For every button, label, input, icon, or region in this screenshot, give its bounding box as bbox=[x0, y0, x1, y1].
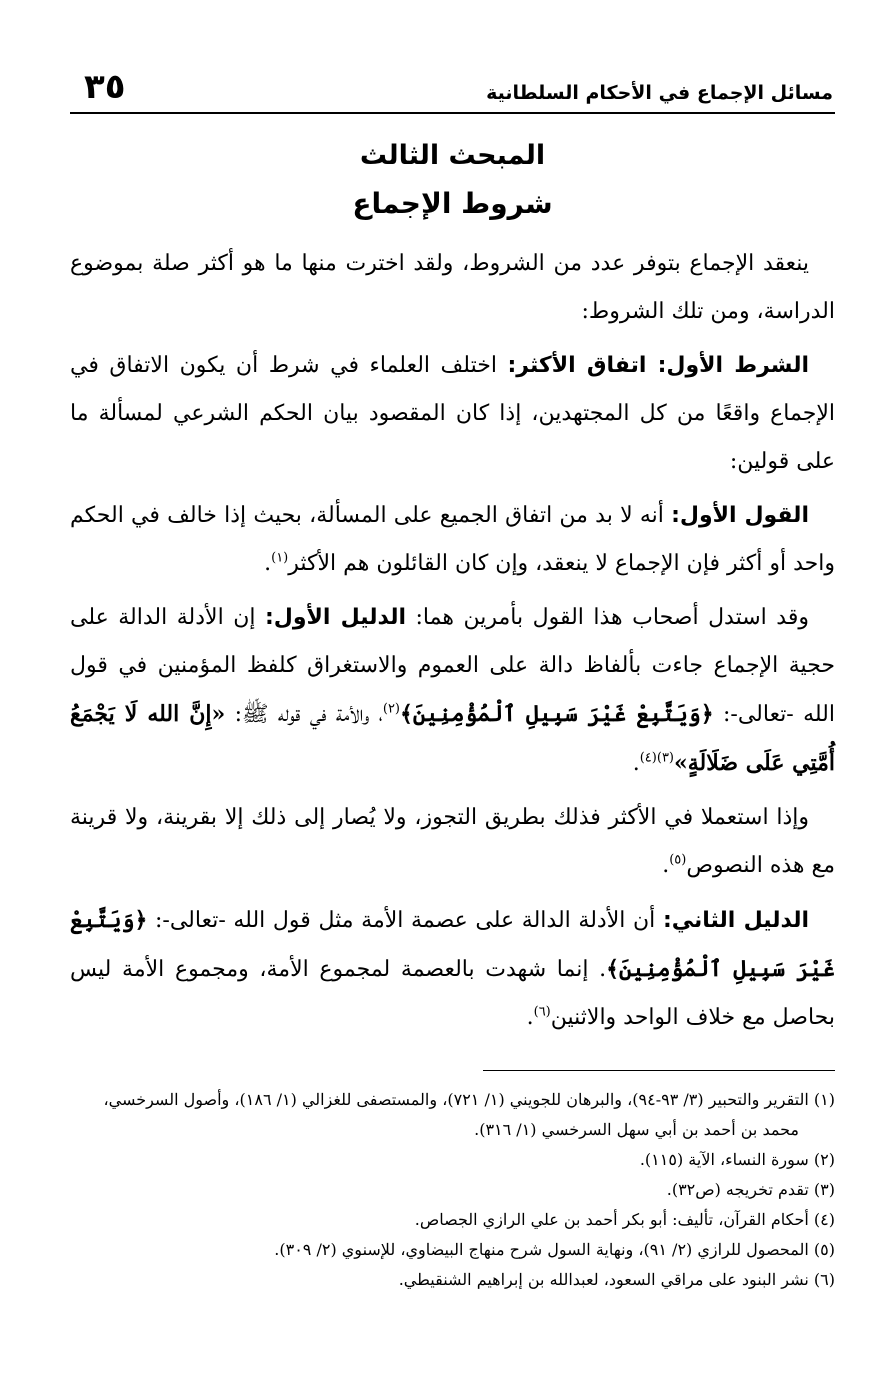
condition-one-label: الشرط الأول: اتفاق الأكثر: bbox=[507, 353, 809, 378]
evidence-two-text: أن الأدلة الدالة على عصمة الأمة مثل قول الله -تعالى-: bbox=[147, 908, 663, 933]
evidence-two-label: الدليل الثاني: bbox=[662, 908, 809, 933]
hadith-quote: «إِنَّ الله لَا يَجْمَعُ أُمَّتِي عَلَى ضَلَالَةٍ» bbox=[70, 701, 835, 776]
quran-verse-repeat: ﴿وَيَتَّبِعْ غَيْرَ سَبِيلِ ٱلْمُؤْمِنِينَ﴾ bbox=[70, 907, 835, 982]
intro-paragraph bbox=[70, 240, 835, 336]
page-header bbox=[70, 58, 835, 114]
evidence-one-label: الدليل الأول: bbox=[264, 605, 407, 630]
footnotes bbox=[70, 1085, 835, 1295]
evidence-intro: وقد استدل أصحاب هذا القول بأمرين هما: bbox=[406, 605, 809, 630]
punct: . bbox=[264, 551, 272, 576]
first-opinion-paragraph bbox=[70, 492, 835, 588]
footnote-ref-3-4: (٣)(٤) bbox=[639, 750, 674, 766]
evidence-one-mid: ، والأمة في قوله ﷺ: bbox=[225, 702, 383, 727]
metaphor-paragraph bbox=[70, 794, 835, 890]
punct: . bbox=[526, 1005, 534, 1030]
footnote-ref-1: (١) bbox=[271, 550, 289, 566]
body-text bbox=[70, 240, 835, 1042]
quran-verse: ﴿وَيَتَّبِعْ غَيْرَ سَبِيلِ ٱلْمُؤْمِنِينَ﴾ bbox=[400, 701, 714, 727]
footnote: (٥) المحصول للرازي (٢/ ٩١)، ونهاية السول شرح منهاج البيضاوي، للإسنوي (٢/ ٣٠٩). bbox=[274, 1240, 835, 1259]
evidence-one-paragraph bbox=[70, 594, 835, 788]
punct: . bbox=[632, 751, 640, 776]
punct: . bbox=[662, 853, 670, 878]
metaphor-text: وإذا استعملا في الأكثر فذلك بطريق التجوز، ولا يُصار إلى ذلك إلا بقرينة، ولا قرينة مع هذه النصوص bbox=[70, 805, 835, 878]
intro-text: ينعقد الإجماع بتوفر عدد من الشروط، ولقد اخترت منها ما هو أكثر صلة بموضوع الدراسة، ومن تلك الشروط: bbox=[70, 251, 835, 324]
footnote: (١) التقرير والتحبير (٣/ ٩٣-٩٤)، والبرهان للجويني (١/ ٧٢١)، والمستصفى للغزالي (١/ ١٨٦)، وأصول السرخسي، محمد بن أحمد بن أبي سهل السرخسي (١/ ٣١٦). bbox=[103, 1090, 835, 1139]
running-title: مسائل الإجماع في الأحكام السلطانية bbox=[486, 82, 833, 104]
footnote: (٢) سورة النساء، الآية (١١٥). bbox=[639, 1150, 835, 1169]
footnote: (٣) تقدم تخريجه (ص٣٢). bbox=[666, 1180, 835, 1199]
evidence-one-text: إن الأدلة الدالة على حجية الإجماع جاءت بألفاظ دالة على العموم والاستغراق كلفظ المؤمنين في قول الله -تعالى-: bbox=[70, 605, 835, 727]
footnote-separator bbox=[483, 1070, 835, 1071]
footnote-ref-2: (٢) bbox=[382, 701, 400, 717]
footnote: (٤) أحكام القرآن، تأليف: أبو بكر أحمد بن علي الرازي الجصاص. bbox=[414, 1210, 835, 1229]
footnote-ref-6: (٦) bbox=[533, 1004, 551, 1020]
condition-one-paragraph bbox=[70, 342, 835, 486]
footnote: (٦) نشر البنود على مراقي السعود، لعبدالله بن إبراهيم الشنقيطي. bbox=[398, 1270, 835, 1289]
evidence-two-paragraph bbox=[70, 896, 835, 1042]
page-number: ٣٥ bbox=[84, 67, 126, 107]
footnote-ref-5: (٥) bbox=[669, 852, 687, 868]
section-title: شروط الإجماع bbox=[352, 187, 553, 220]
first-opinion-label: القول الأول: bbox=[671, 503, 809, 528]
evidence-two-rest: . إنما شهدت بالعصمة لمجموع الأمة، ومجموع الأمة ليس بحاصل مع خلاف الواحد والاثنين bbox=[70, 957, 835, 1030]
condition-one-text: اختلف العلماء في شرط أن يكون الاتفاق في الإجماع واقعًا من كل المجتهدين، إذا كان المقصود بيان الحكم الشرعي لمسألة ما على قولين: bbox=[70, 353, 835, 474]
chapter-heading: المبحث الثالث bbox=[359, 140, 546, 171]
first-opinion-text: أنه لا بد من اتفاق الجميع على المسألة، بحيث إذا خالف في الحكم واحد أو أكثر فإن الإجماع لا ينعقد، وإن كان القائلون هم الأكثر bbox=[70, 503, 835, 576]
